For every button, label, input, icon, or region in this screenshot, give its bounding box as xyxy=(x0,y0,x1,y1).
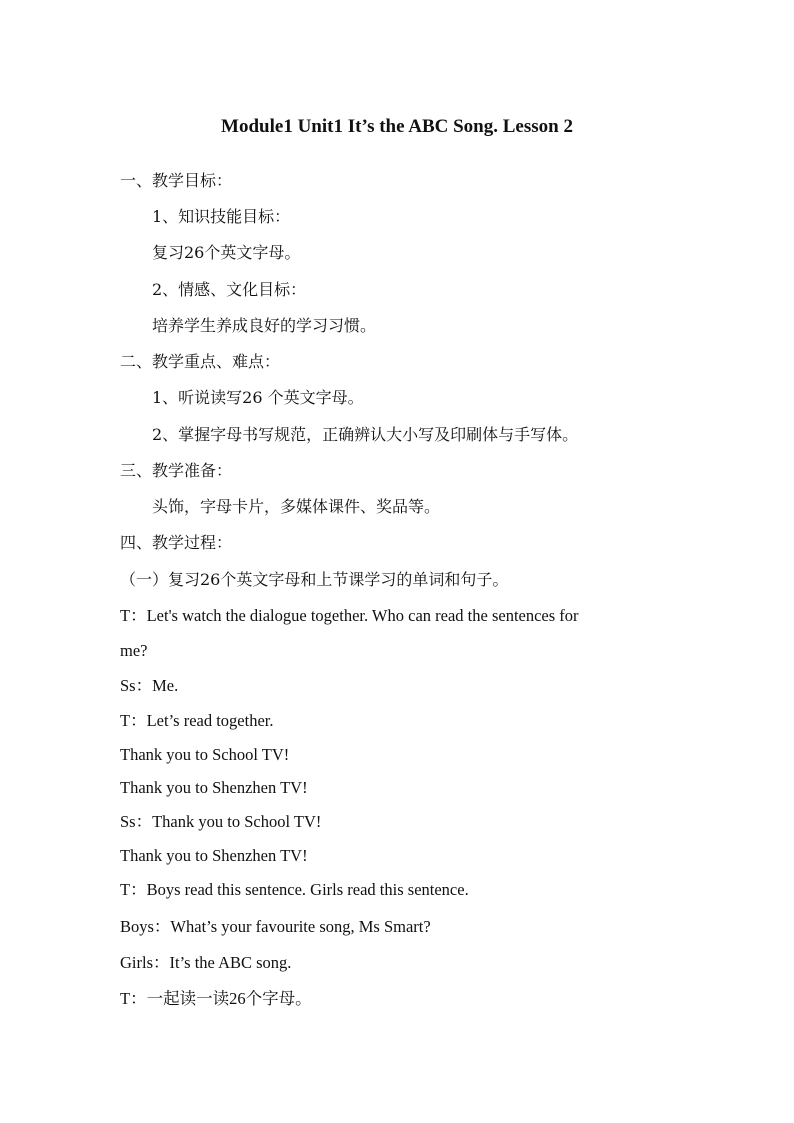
dialogue-line: Ss：Thank you to School TV! xyxy=(120,812,322,831)
dialogue-line: T：Let’s read together. xyxy=(120,711,274,730)
section-heading-objectives: 一、教学目标： xyxy=(120,171,233,190)
paragraph-line: 培养学生养成良好的学习习惯。 xyxy=(152,316,377,335)
section-heading-process: 四、教学过程： xyxy=(120,533,233,552)
section-heading-key-points: 二、教学重点、难点： xyxy=(120,352,281,371)
dialogue-line: T：Let's watch the dialogue together. Who can read the sentences for xyxy=(120,606,579,625)
dialogue-line: Ss：Me. xyxy=(120,676,179,695)
paragraph-line: 2、掌握字母书写规范，正确辨认大小写及印刷体与手写体。 xyxy=(152,425,579,444)
dialogue-line: T：Boys read this sentence. Girls read this sentence. xyxy=(120,880,469,899)
dialogue-line: Boys：What’s your favourite song, Ms Smart? xyxy=(120,917,431,936)
section-heading-preparation: 三、教学准备： xyxy=(120,461,233,480)
paragraph-line: 复习26个英文字母。 xyxy=(152,243,301,262)
dialogue-line: Thank you to School TV! xyxy=(120,745,290,764)
dialogue-line: T：一起读一读26个字母。 xyxy=(120,989,312,1008)
document-title: Module1 Unit1 It’s the ABC Song. Lesson 2 xyxy=(221,116,573,137)
subheading-emotion-goal: 2、情感、文化目标： xyxy=(152,280,307,299)
paragraph-line: 头饰，字母卡片，多媒体课件、奖品等。 xyxy=(152,497,441,516)
paragraph-line: 1、听说读写26 个英文字母。 xyxy=(152,388,364,407)
dialogue-line: Thank you to Shenzhen TV! xyxy=(120,778,308,797)
dialogue-line: Girls：It’s the ABC song. xyxy=(120,953,292,972)
subheading-knowledge-goal: 1、知识技能目标： xyxy=(152,207,291,226)
dialogue-line: me? xyxy=(120,641,148,660)
dialogue-line: Thank you to Shenzhen TV! xyxy=(120,846,308,865)
subheading-review: （一）复习26个英文字母和上节课学习的单词和句子。 xyxy=(120,570,509,589)
